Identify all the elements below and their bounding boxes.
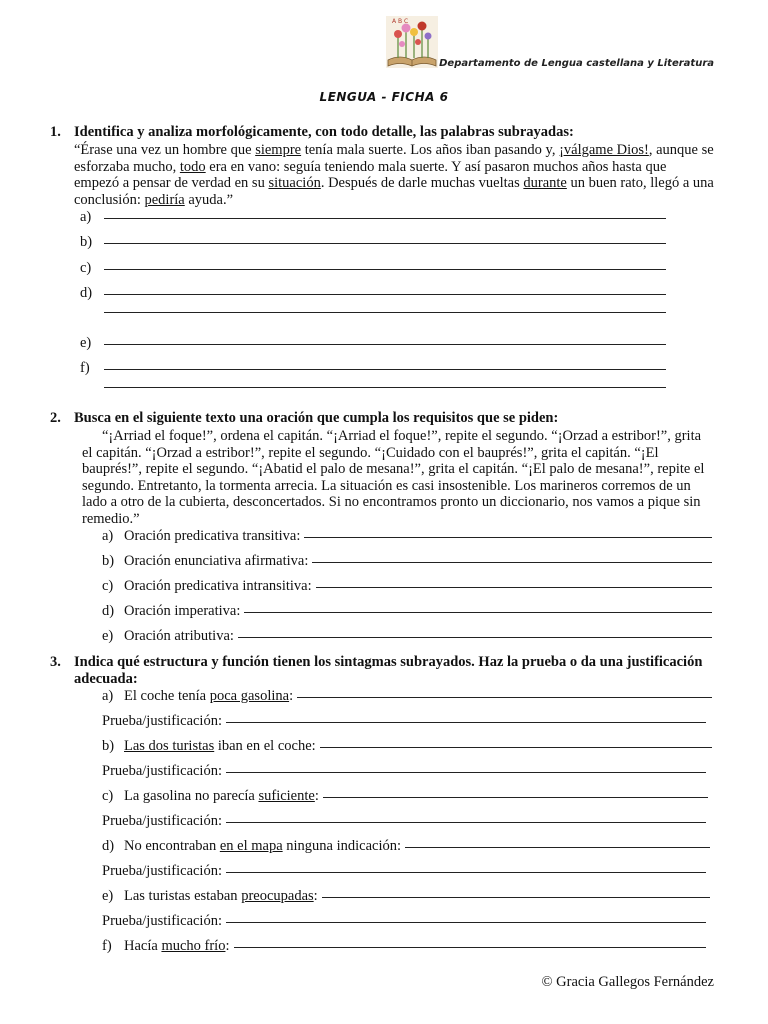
answer-line bbox=[226, 771, 706, 773]
underlined-phrase: Las dos turistas bbox=[124, 738, 215, 754]
answer-line bbox=[226, 921, 706, 923]
answer-line bbox=[104, 368, 666, 370]
underlined-word: situación bbox=[268, 175, 321, 191]
underlined-phrase: poca gasolina bbox=[209, 688, 290, 704]
answer-row-f-continued[interactable] bbox=[102, 388, 666, 390]
q2-answer-row-e[interactable]: e) Oración atributiva: bbox=[102, 628, 712, 645]
answer-line bbox=[226, 871, 706, 873]
question-prompt: Identifica y analiza morfológicamente, con todo detalle, las palabras subrayadas: bbox=[74, 124, 574, 140]
answer-line bbox=[104, 242, 666, 244]
q3-answer-row-b[interactable]: b) Las dos turistas iban en el coche: bbox=[102, 738, 712, 755]
answer-row-b[interactable]: b) bbox=[80, 234, 666, 251]
answer-line bbox=[316, 586, 712, 588]
answer-line bbox=[322, 896, 710, 898]
answer-row-f[interactable]: f) bbox=[80, 360, 666, 377]
answer-line bbox=[104, 217, 666, 219]
underlined-word: ¡válgame Dios! bbox=[559, 142, 649, 158]
underlined-word: durante bbox=[523, 175, 567, 191]
book-flowers-logo bbox=[384, 14, 440, 70]
answer-line bbox=[312, 561, 712, 563]
underlined-phrase: preocupadas bbox=[241, 888, 314, 904]
question-2-text: “¡Arriad el foque!”, ordena el capitán. “¡Arriad el foque!”, repite el segundo. “¡Orzad a estribor!”, grita el capitán. “¡Orzad a estribor!”, repite el segundo. “¡Cuidado con el bauprés!”, grita el capitán. “¡El bauprés!”, repite el segundo. “¡Abatid el palo de mesana!”, grita el capitán. “¡El palo de mesana!”, repite el segundo. Entretanto, la tormenta arrecia. La situación es casi insostenible. Los marineros corremos de un lado a otro de la cubierta, desconcertados. Si no encontramos pronto un diccionario, nos vamos a pique sin remedio.” bbox=[82, 428, 705, 527]
q2-answer-row-a[interactable]: a) Oración predicativa transitiva: bbox=[102, 528, 712, 545]
underlined-word: pediría bbox=[144, 191, 185, 208]
answer-line bbox=[244, 611, 712, 613]
underlined-word: siempre bbox=[255, 142, 302, 158]
q3-answer-row-a[interactable]: a) El coche tenía poca gasolina: bbox=[102, 688, 712, 705]
answer-line bbox=[226, 821, 706, 823]
answer-line bbox=[234, 946, 707, 948]
question-prompt: Busca en el siguiente texto una oración que cumpla los requisitos que se piden: bbox=[74, 410, 559, 426]
answer-row-e[interactable]: e) bbox=[80, 335, 666, 352]
answer-row-d[interactable]: d) bbox=[80, 285, 666, 302]
department-name: Departamento de Lengua castellana y Literatura bbox=[439, 58, 714, 69]
answer-line bbox=[104, 268, 666, 270]
q3-answer-row-e[interactable]: e) Las turistas estaban preocupadas: bbox=[102, 888, 710, 905]
svg-text:A B C: A B C bbox=[392, 18, 409, 25]
q3-proof-row-e[interactable]: Prueba/justificación: bbox=[102, 913, 706, 930]
answer-line bbox=[304, 536, 712, 538]
q3-answer-row-c[interactable]: c) La gasolina no parecía suficiente: bbox=[102, 788, 708, 805]
question-prompt: Indica qué estructura y función tienen los sintagmas subrayados. Haz la prueba o da una justificación adecuada: bbox=[74, 654, 703, 687]
underlined-phrase: en el mapa bbox=[219, 838, 283, 854]
underlined-phrase: mucho frío bbox=[161, 938, 226, 954]
answer-line bbox=[323, 796, 708, 798]
q2-answer-row-c[interactable]: c) Oración predicativa intransitiva: bbox=[102, 578, 712, 595]
answer-row-d-continued[interactable] bbox=[102, 313, 666, 315]
underlined-word: todo bbox=[179, 158, 206, 175]
q2-answer-row-d[interactable]: d) Oración imperativa: bbox=[102, 603, 712, 620]
question-number: 2. bbox=[50, 410, 61, 426]
q3-proof-row-b[interactable]: Prueba/justificación: bbox=[102, 763, 706, 780]
question-number: 1. bbox=[50, 124, 61, 140]
answer-line bbox=[226, 721, 706, 723]
answer-line bbox=[104, 386, 666, 388]
q3-answer-row-d[interactable]: d) No encontraban en el mapa ninguna indicación: bbox=[102, 838, 710, 855]
q3-proof-row-a[interactable]: Prueba/justificación: bbox=[102, 713, 706, 730]
answer-line bbox=[405, 846, 710, 848]
answer-row-c[interactable]: c) bbox=[80, 260, 666, 277]
answer-line bbox=[104, 343, 666, 345]
answer-line bbox=[297, 696, 712, 698]
q3-proof-row-d[interactable]: Prueba/justificación: bbox=[102, 863, 706, 880]
answer-line bbox=[238, 636, 712, 638]
q3-proof-row-c[interactable]: Prueba/justificación: bbox=[102, 813, 706, 830]
question-number: 3. bbox=[50, 654, 61, 670]
underlined-phrase: suficiente bbox=[258, 788, 315, 804]
q3-answer-row-f[interactable]: f) Hacía mucho frío: bbox=[102, 938, 706, 955]
answer-line bbox=[320, 746, 712, 748]
answer-row-a[interactable]: a) bbox=[80, 209, 666, 226]
worksheet-title: LENGUA - FICHA 6 bbox=[319, 90, 449, 104]
answer-line bbox=[104, 293, 666, 295]
q2-answer-row-b[interactable]: b) Oración enunciativa afirmativa: bbox=[102, 553, 712, 570]
copyright-footer: © Gracia Gallegos Fernández bbox=[541, 974, 714, 990]
question-1-text: “Érase una vez un hombre que siempre tenía mala suerte. Los años iban pasando y, ¡válgame Dios!, aunque se esforzaba mucho, todo era en vano: seguía teniendo mala suerte. Y así pasaron muchos años hasta que empezó a pensar de verdad en su situación. Después de darle muchas vueltas durante un buen rato, llegó a una conclusión: pediría ayuda.” bbox=[74, 142, 714, 208]
answer-line bbox=[104, 311, 666, 313]
